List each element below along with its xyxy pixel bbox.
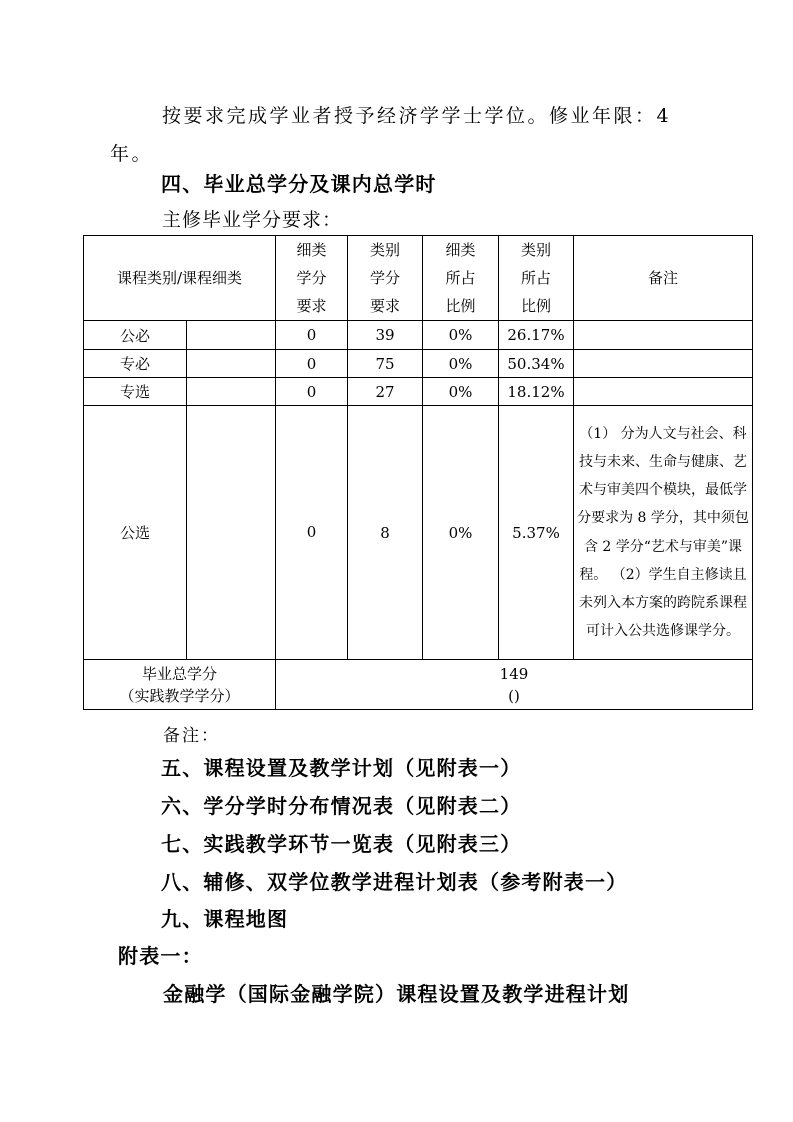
credit-requirements-table <box>83 235 753 710</box>
cell-subclass-credit: 0 <box>276 321 348 350</box>
total-label-line: （实践教学学分） <box>119 686 240 705</box>
cell-subclass-ratio: 0% <box>423 406 499 660</box>
cell-subclass-credit: 0 <box>276 378 348 406</box>
numbered-item-5: 五、课程设置及教学计划（见附表一） <box>161 758 522 780</box>
cell-subclass-ratio: 0% <box>423 321 499 350</box>
cell-subclass-credit: 0 <box>276 406 348 660</box>
header-line: 要求 <box>296 297 327 315</box>
note-label: 备注： <box>163 726 220 746</box>
intro-line-2: 年。 <box>110 143 154 165</box>
numbered-item-9: 九、课程地图 <box>161 909 289 931</box>
appendix-title: 金融学（国际金融学院）课程设置及教学进程计划 <box>163 984 630 1006</box>
table-header-row <box>84 236 753 321</box>
table-row <box>84 350 753 378</box>
table-caption: 主修毕业学分要求： <box>162 209 343 231</box>
cell-remark <box>574 350 753 378</box>
cell-class-credit: 75 <box>348 350 423 378</box>
header-line: 学分 <box>369 269 400 287</box>
cell-class-ratio: 5.37% <box>499 406 574 660</box>
cell-remark <box>574 378 753 406</box>
header-line: 类别 <box>369 241 400 259</box>
total-credits-label <box>84 660 276 710</box>
cell-class-ratio: 50.34% <box>499 350 574 378</box>
header-class-ratio <box>499 236 574 321</box>
header-line: 类别 <box>520 241 551 259</box>
table-row-elective <box>84 406 753 660</box>
numbered-item-7: 七、实践教学环节一览表（见附表三） <box>161 834 522 856</box>
header-remark: 备注 <box>574 236 753 321</box>
cell-remark <box>574 321 753 350</box>
cell-category: 专选 <box>84 378 187 406</box>
table-row <box>84 378 753 406</box>
cell-class-ratio: 18.12% <box>499 378 574 406</box>
header-subclass-credit <box>276 236 348 321</box>
header-line: 要求 <box>369 297 400 315</box>
cell-subclass <box>187 350 276 378</box>
cell-subclass <box>187 406 276 660</box>
intro-line-1: 按要求完成学业者授予经济学学士学位。修业年限：4 <box>162 105 672 127</box>
cell-class-ratio: 26.17% <box>499 321 574 350</box>
header-line: 学分 <box>296 269 327 287</box>
cell-subclass <box>187 321 276 350</box>
header-line: 所占 <box>445 269 476 287</box>
cell-subclass-credit: 0 <box>276 350 348 378</box>
cell-class-credit: 27 <box>348 378 423 406</box>
header-subclass-ratio <box>423 236 499 321</box>
cell-category: 公选 <box>84 406 187 660</box>
numbered-item-6: 六、学分学时分布情况表（见附表二） <box>161 796 522 818</box>
numbered-item-8: 八、辅修、双学位教学进程计划表（参考附表一） <box>161 872 628 894</box>
table-row <box>84 321 753 350</box>
cell-category: 专必 <box>84 350 187 378</box>
appendix-label: 附表一： <box>118 946 203 968</box>
header-class-credit <box>348 236 423 321</box>
cell-subclass-ratio: 0% <box>423 378 499 406</box>
header-line: 细类 <box>296 241 327 259</box>
header-line: 细类 <box>445 241 476 259</box>
header-course-category: 课程类别/课程细类 <box>84 236 276 321</box>
section-heading: 四、毕业总学分及课内总学时 <box>161 174 437 196</box>
practice-credits-value: () <box>508 686 520 705</box>
header-line: 所占 <box>520 269 551 287</box>
total-label-line: 毕业总学分 <box>141 664 217 683</box>
total-credits-value <box>276 660 753 710</box>
cell-class-credit: 8 <box>348 406 423 660</box>
total-credits-number: 149 <box>499 664 529 683</box>
header-line: 比例 <box>520 297 551 315</box>
cell-class-credit: 39 <box>348 321 423 350</box>
cell-remark: （1） 分为人文与社会、科技与未来、生命与健康、艺术与审美四个模块，最低学分要求为 8 学分，其中须包含 2 学分“艺术与审美”课程。 （2）学生自主修读且未列入本方案的跨院系课程可计入公共选修课学分。 <box>574 406 753 660</box>
header-line: 比例 <box>445 297 476 315</box>
cell-category: 公必 <box>84 321 187 350</box>
cell-subclass <box>187 378 276 406</box>
table-total-row <box>84 660 753 710</box>
cell-subclass-ratio: 0% <box>423 350 499 378</box>
